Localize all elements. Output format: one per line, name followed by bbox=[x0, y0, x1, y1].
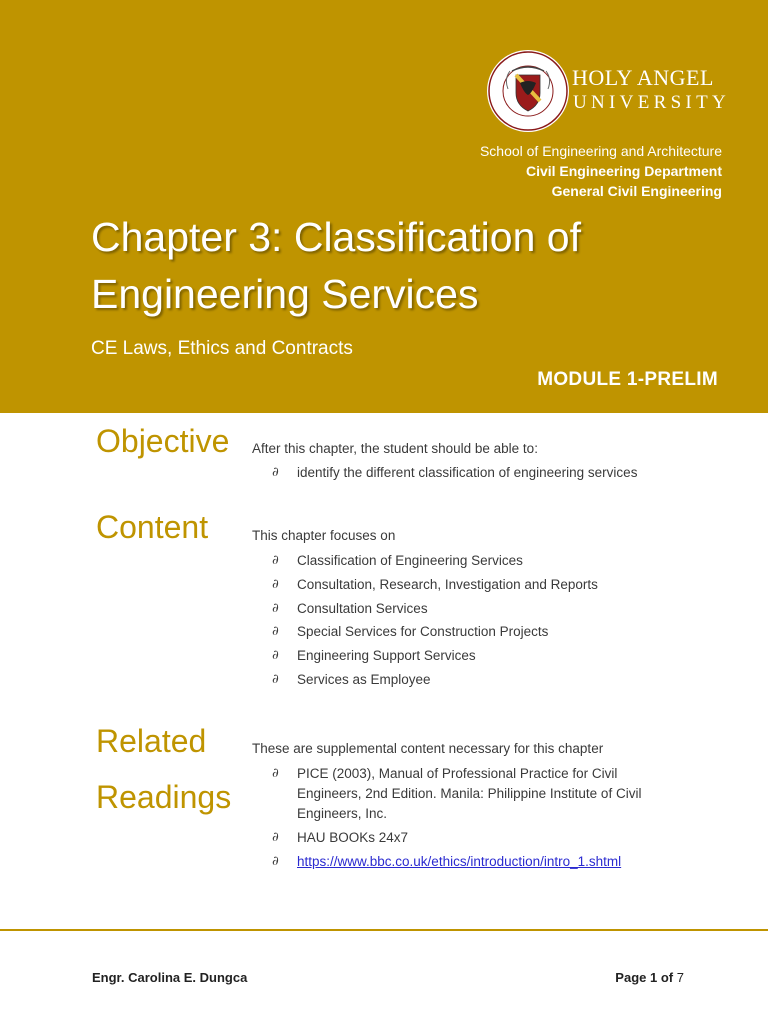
objective-intro: After this chapter, the student should be able to: bbox=[252, 441, 538, 456]
content-heading: Content bbox=[96, 509, 209, 545]
list-item: ∂ Engineering Support Services bbox=[252, 646, 682, 666]
objective-heading: Objective bbox=[96, 423, 230, 459]
school-name: School of Engineering and Architecture bbox=[479, 143, 722, 159]
university-name: HOLY ANGEL bbox=[572, 65, 714, 90]
footer-author: Engr. Carolina E. Dungca bbox=[92, 970, 248, 985]
module-label: MODULE 1-PRELIM bbox=[537, 369, 718, 390]
chapter-title: Chapter 3: Classification of Engineering Services bbox=[91, 214, 581, 317]
related-list bbox=[252, 764, 682, 875]
bullet-icon: ∂ bbox=[272, 465, 279, 480]
bullet-icon: ∂ bbox=[272, 576, 279, 592]
bullet-icon: ∂ bbox=[272, 671, 279, 687]
objective-list bbox=[252, 463, 682, 487]
content-list bbox=[252, 551, 682, 694]
list-item: ∂ Consultation, Research, Investigation and Reports bbox=[252, 575, 682, 595]
bullet-icon: ∂ bbox=[272, 853, 279, 869]
bullet-icon: ∂ bbox=[272, 829, 279, 845]
related-intro: These are supplemental content necessary for this chapter bbox=[252, 741, 604, 756]
school-info bbox=[480, 141, 722, 201]
list-item: ∂ Services as Employee bbox=[252, 670, 682, 690]
bullet-icon: ∂ bbox=[272, 648, 279, 664]
list-item: ∂ PICE (2003), Manual of Professional Practice for Civil Engineers, 2nd Edition. Manila: Philippine Institute of Civil Engineers, Inc. bbox=[272, 766, 642, 821]
bullet-icon: ∂ bbox=[272, 766, 279, 781]
course-subtitle: CE Laws, Ethics and Contracts bbox=[91, 338, 353, 359]
list-item: ∂ Classification of Engineering Services bbox=[252, 551, 682, 571]
bullet-icon: ∂ bbox=[272, 600, 279, 616]
list-item: ∂ Consultation Services bbox=[252, 599, 682, 619]
list-item: ∂ HAU BOOKs 24x7 bbox=[252, 828, 682, 848]
related-heading-line1: Related bbox=[96, 723, 207, 759]
content-intro: This chapter focuses on bbox=[252, 528, 396, 543]
page-indicator: Page 1 of 7 bbox=[615, 970, 684, 985]
department-name: Civil Engineering Department bbox=[525, 163, 722, 179]
footer-divider bbox=[0, 929, 768, 931]
list-item: ∂ Special Services for Construction Projects bbox=[252, 622, 682, 642]
related-heading-line2: Readings bbox=[96, 779, 232, 815]
university-logo bbox=[482, 49, 730, 135]
university-seal-icon bbox=[486, 49, 570, 133]
list-item bbox=[252, 852, 682, 872]
bullet-icon: ∂ bbox=[272, 553, 279, 568]
university-sub: UNIVERSITY bbox=[573, 92, 730, 113]
program-name: General Civil Engineering bbox=[551, 183, 722, 199]
bullet-icon: ∂ bbox=[272, 624, 279, 640]
header-banner bbox=[0, 0, 768, 413]
ethics-link[interactable]: https://www.bbc.co.uk/ethics/introduction/intro_1.shtml bbox=[297, 853, 622, 869]
list-item: ∂ identify the different classification of engineering services bbox=[252, 463, 682, 483]
